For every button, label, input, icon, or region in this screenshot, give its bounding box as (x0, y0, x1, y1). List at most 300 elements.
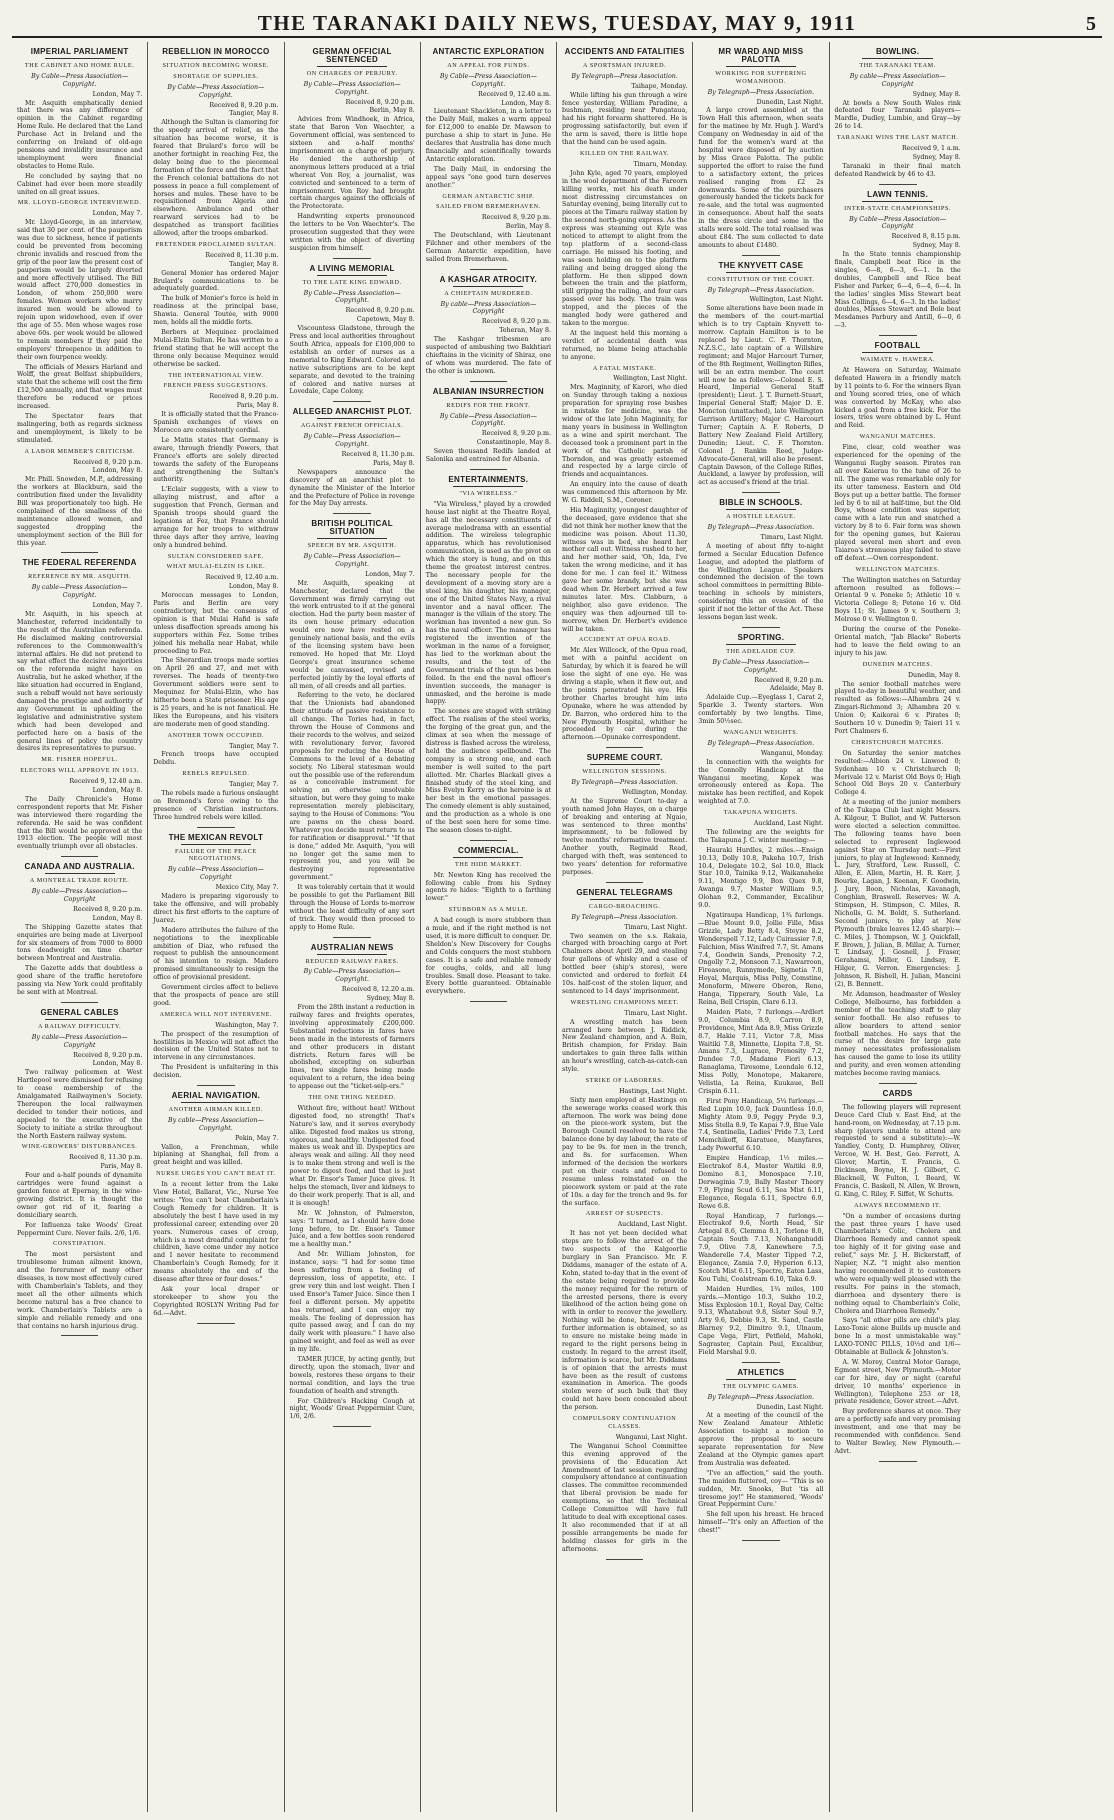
article-headline: A KASHGAR ATROCITY. (439, 274, 538, 284)
subheading: AGAINST FRENCH OFFICIALS. (300, 422, 404, 430)
received-line: Received 8, 9.20 p.m. (209, 101, 279, 109)
dateline: Sydney, May 8. (366, 995, 415, 1003)
article-paragraph: General Monier has ordered Major Brulard's communications to be adequately guarded. (153, 269, 279, 293)
article (290, 48, 415, 259)
column-7 (830, 42, 966, 1812)
article-paragraph: The most persistent and troublesome human ailment known, and the forerunner of many other diseases, is now most effectively cured with Chamberlain's Tablets, and they meet all the other ailments which become natural has a free chance to work. Chamberlain's Tablets are a simple and reliable remedy and one that contains no harsh injurious drug. (17, 1251, 143, 1330)
headline-rule (317, 954, 387, 955)
press-credit: By Cable—Press Association—Copyright. (31, 72, 129, 88)
article-paragraph: It is officially stated that the Franco-Spanish exchanges of views on Morocco are consistently cordial. (153, 411, 279, 434)
dateline: Timaru, Monday. (633, 160, 688, 168)
subheading: SULTAN CONSIDERED SAFE. (167, 552, 264, 560)
headline-rule (453, 398, 523, 399)
subheading: CHRISTCHURCH MATCHES. (851, 738, 944, 746)
column-4 (421, 42, 557, 1812)
article-paragraph: The Daily Mail, in endorsing the appeal says "one good turn deserves another." (425, 165, 551, 189)
subheading: ANOTHER TOWN OCCUPIED. (167, 731, 265, 739)
article-paragraph: The prospect of the resumption of hostilities in Mexico will not affect the decision of the United States not to intervene in any circumstances. (153, 1030, 279, 1062)
headline-rule (862, 1100, 933, 1101)
article-paragraph: The following are the weights for the Takapuna J. C. winter meeting:— (698, 828, 824, 844)
article-end-rule (333, 937, 371, 938)
article-paragraph: Madero attributes the failure of the negotiations to the inexplicable ambition of Diaz, who refused the request to publish the announcement of his intention to resign. Madero promised simultaneously to resign the office of provisional president. (153, 926, 279, 982)
subheading: FAILURE OF THE PEACE NEGOTIATIONS. (175, 847, 257, 863)
subheading: NURSE URGES YOU CAN'T BEAT IT. (156, 1170, 276, 1178)
article-paragraph: Lieutenant Shackleton, in a letter to the Daily Mail, makes a warm appeal for £12,000 to enable Dr. Mawson to purchase a ship to start in June. He declares that Australia has done much financially and scientifically towards Antarctic exploration. (425, 108, 551, 163)
dateline: London, May 8. (92, 914, 143, 922)
press-credit: By Cable—Press Association—Copyright. (712, 658, 810, 674)
article-paragraph: Four and a-half pounds of dynamite cartridges were found against a garden fence at Epernay, in the wine-growing district. It is thought the owner got rid of it, fearing a domiciliary search. (17, 1172, 143, 1219)
article-paragraph: A bad cough is more stubborn than a mule, and if the right method is not used, it is more difficult to conquer. Dr. Sheldon's New Discovery for Coughs and Colds conquers the most stubborn cases. It is a safe and reliable remedy for coughs, colds, and all lung troubles. Small dose. Pleasant to take. Every bottle guaranteed. Obtainable everywhere. (425, 917, 551, 996)
subheading: TAKAPUNA WEIGHTS. (723, 809, 798, 817)
headline-rule (317, 418, 387, 419)
article (17, 559, 142, 857)
article-paragraph: Sixty men employed at Hastings on the sewerage works ceased work this afternoon. The work was being done on the piece-work system, but the Borough Council resolved to have the balance done by day labour, the rate of pay to be 9s. for men in the trench, and 8s. for surfacemen. When informed of the decision the workers put on their coats and refused to resume unless reinstated on the piecework system or paid at the rate of 10s. a day for the trench and 9s. for the surface. (562, 1096, 688, 1207)
headline-rule (317, 275, 387, 276)
article-paragraph: Mr. Phill. Snowden, M.P., addressing the workers at Blackburn, said the contribution fixed under the Invalidity Bill was proportionately too high. He complained of the smallness of the maintenance allowed women, and suggested dropping the unemployment section of the Bill for this year. (17, 476, 143, 547)
article-paragraph: A meeting of about fifty to-night formed a Secular Education Defence League, and adopted the platform of the Wellington League. Speakers condemned the decision of the town school committees in permitting Bible-teaching in schools by ministers, considering this an evasion of the spirit if not the letter of the Act. These lessons began last week. (698, 542, 824, 621)
article-paragraph: It was tolerably certain that it would be possible to get the Parliament Bill through the House of Lords to-morrow without the least difficulty of any sort of trick. They would then proceed to apply to Home Rule. (289, 884, 415, 931)
article-end-rule (879, 335, 917, 336)
subheading: THE TARANAKI TEAM. (859, 61, 936, 69)
subheading: THE ONE THING NEEDED. (308, 1094, 396, 1102)
article-paragraph: TAMER JUICE, by acting gently, but directly, upon the stomach, liver and bowels, restores these organs to their normal condition, and lays the true foundation of health and strength. (289, 1356, 415, 1395)
subheading: STRIKE OF LABORERS. (585, 1076, 664, 1084)
article (698, 1369, 823, 1541)
article-headline: CANADA AND AUSTRALIA. (24, 862, 135, 872)
article-paragraph: At Hawera on Saturday, Waimate defeated Hawera in a friendly match by 11 points to 6. For the winners Ryan and Young scored tries, one of which was converted by McKay, who also kicked a goal from a free kick. For the losers, tries were obtained by L. Hunt and Reid. (834, 367, 961, 430)
article-paragraph: L'Eclair suggests, with a view to allaying mistrust, and after a suggestion that French, German and Spanish troops should guard the legations at Fez, that France should arrange for her troops to withdraw three days after they arrive, leaving only a hundred behind. (153, 486, 279, 549)
page-number: 5 (1085, 13, 1096, 35)
article (426, 276, 551, 382)
dateline: Sydney, May 8. (912, 90, 961, 98)
article-paragraph: Mr. Lloyd-George, in an interview, said that 30 per cent. of the pauperism was due to sickness, hence if patients could be prevented from becoming chronic invalids and rescued from the grip of the poor law the present cost of pauperism would be largely diverted and more effectively utilised. The Bill would affect 270,000 domestics in London, of whom 250,000 were females. Women workers who marry insured men would be allowed to rejoin upon widowhood, even if over the age of 55. Men whose wages rose above 60s. per week would be allowed to remain members if they paid the employers' threepence in addition to their own fourpence weekly. (17, 219, 143, 361)
subheading: A SPORTSMAN INJURED. (582, 61, 667, 69)
masthead (12, 6, 1102, 38)
subheading: ALWAYS RECOMMEND IT. (854, 1201, 942, 1209)
received-line: Received 8, 11.30 p.m. (341, 450, 415, 458)
article-end-rule (333, 258, 371, 259)
column-6 (693, 42, 829, 1812)
received-line: Received 8, 9.20 p.m. (481, 318, 551, 326)
article-paragraph: Hauraki Hurdles, 2 miles.—Ensign 10.13, Dolly 10.8, Pakeha 10.7, Irish 10.4, Delegate 10.2, Sol 10.0, Black Star 10.0, Tainika 9.12, Waikanaheke 9.11, Montigo 9.9, Bon Quex 9.8, Awanga 9.7, Master William 9.5, Olohan 9.2, Commander, Excalibur 9.0. (698, 846, 824, 910)
subheading: REFERENCE BY MR. ASQUITH. (28, 573, 132, 581)
article-paragraph: Government circles affect to believe that the prospects of peace are still good. (153, 984, 279, 1007)
dateline: Auckland, Last Night. (753, 820, 824, 828)
headline-rule (45, 569, 115, 570)
dateline: Paris, May 8. (100, 1163, 143, 1171)
article-paragraph: The senior football matches were played to-day in beautiful weather, and resulted as follows:—Alhambra 24 v. Zingari-Richmond 3; Alhambra 20 v. Union 0; Kaikorai 6 v. Pirates 0; Southern 10 v. Dunedin 9; Taieri 11 v. Port Chalmers 6. (834, 680, 961, 735)
article-paragraph: Seven thousand Redifs landed at Salonika and entrained for Albania. (425, 448, 551, 464)
article-paragraph: Viscountess Gladstone, through the Press and local authorities throughout South Africa, appeals for £100,000 to establish an order of nurses as a memorial to King Edward. Colored and native subscriptions are to be kept separate, and devoted to the training of colored and native nurses at Lovedale, Cape Colony. (289, 325, 415, 396)
headline-rule (317, 538, 387, 539)
subheading: TO THE LATE KING EDWARD. (302, 278, 402, 286)
article-paragraph: Handwriting experts pronounced the letters to be Von Waechter's. The prosecution suggested that they were written with the object of diverting suspicion from himself. (289, 213, 415, 252)
subheading: ANOTHER AIRMAN KILLED. (168, 1105, 264, 1113)
subheading: THE HIDE MARKET. (455, 860, 522, 868)
article-paragraph: For Influenza take Woods' Great Peppermint Cure. Never fails. 2/6, 1/6. (17, 1221, 143, 1237)
article-headline: BOWLING. (875, 47, 920, 56)
article-paragraph: Mr. W. Johnston, of Palmerston, says: "I turned, as I should have done long before, to Dr. Ensor's Tamer Juice, and a few bottles soon rendered me a healthy man." (289, 1209, 415, 1249)
article (426, 388, 551, 470)
article-end-rule (606, 1559, 644, 1560)
article-paragraph: The rebels made a furious onslaught on Bremond's force owing to the presence of Christian instructors. Three hundred rebels were killed. (153, 790, 279, 821)
article-headline: A LIVING MEMORIAL (309, 263, 395, 273)
subheading: ELECTORS WILL APPROVE IN 1913. (20, 767, 140, 775)
subheading: A MONTREAL TRADE ROUTE. (29, 877, 130, 885)
headline-rule (453, 58, 523, 59)
press-credit: By Cable—Press Association—Copyright. (439, 72, 537, 88)
received-line: Received 8, 9.20 p.m. (73, 1051, 143, 1059)
dateline: Dunedin, May 8. (907, 671, 961, 679)
subheading: A FATAL MISTAKE. (592, 364, 657, 372)
subheading: A LABOR MEMBER'S CRITICISM. (24, 447, 135, 455)
dateline: Taihape, Monday. (631, 82, 688, 90)
article (426, 847, 551, 1002)
headline-rule (453, 286, 523, 287)
article-paragraph: It has not yet been decided what steps are to follow the arrest of the two suspects of the Kalgoorlie burglary in San Francisco. Mr. F. Diddams, manager of the estate of A. Kohn, stated to-day that in the event of the estate being required to provide the money required for the return of the arrested persons, there is every likelihood of the action being gone on with in order to recover the jewellery. Nothing will be done, however, until further information is obtained, so as to ensure no mistake being made in regard to the right persons being in custody. In regard to the arrest itself, information is scarce, but Mr. Diddams is of opinion that the arrests must have been as the result of customs examination in America. The goods stolen were of such bulk that they could not have been concealed about the person. (562, 1230, 688, 1412)
article-paragraph: Empire Handicap, 1½ miles.—Electrakof 8.4, Master Waitiki 8.9, Domino 8.1, Monospace 7.10, Derwaginia 7.9, Bally Master Theory 7.9, Flying Scud 6.11, Sea Mist 6.11, Elegance, Regala 6.11, Spectre 6.9, Rowe 6.8. (698, 1155, 824, 1210)
dateline: Adelaide, May 8. (769, 685, 824, 693)
article-paragraph: Advices from Windhoek, in Africa, state that Baron Von Waechter, a Government official, was sentenced to sixteen and a-half months' imprisonment on a charge of perjury. He denied the authorship of anonymous letters produced at a trial whereat Von Roy, a journalist, was convicted and sentenced to a term of imprisonment. Von Roy had brought certain charges against the officials of the Protectorate. (289, 116, 415, 211)
article (426, 48, 551, 270)
dateline: Sydney, May 8. (912, 242, 961, 250)
received-line: Received 9, 12.40 a.m. (478, 90, 551, 98)
article-paragraph: The Wanganui School Committee this evening approved of the provisions of the Education Act Amendment of last session regarding compulsory attendance at continuation classes. The committee recommended that liberal provision be made for exemptions, so that the Technical College Committee will have full latitude to deal with exceptional cases. It also recommended that if at all possible arrangements be made for holding classes for girls in the afternoons. (562, 1442, 688, 1553)
article-paragraph: The Deutschland, with Lieutenant Filchner and other members of the German Antarctic expedition, have sailed from Bremerhaven. (425, 232, 551, 263)
article-paragraph: "Via Wireless," played by a crowded house last night at the Theatre Royal, has all the necessary constituents of average melodrama with an essential addition. The wireless telegraphic apparatus, which has revolutionised communication, is used as the pivot on which the story is hung, and on this theme the greatest interest centres. The necessary people for the development of a moving story are a steel king, his daughter, his manager, one of the United States Navy, a rival inventor and a naval officer. The manager is the villain of the story. The workman has invented a new gun. So has the naval officer. The manager has registered the invention of the workman in the name of a foreigner, has lied to the workman about the results, and the test of the Government trials of the gun has been foiled. In the end the naval officer's invention succeeds, the manager is unmasked, and the heroine is made happy. (425, 500, 551, 706)
article-paragraph: Without fire, without heat! Without digested food, no strength! That's Nature's law, and it serves everybody alike. Digested food makes us strong, vigorous, and healthy. Undigested food makes us weak and ill. Dyspeptics are always weak and ailing. All they need is to make them strong and well is the power to digest food, and that is just what Dr. Ensor's Tamer Juice gives. It helps the stomach, liver and kidneys to do their work properly. That is all, and it is enough! (289, 1104, 415, 1207)
article-end-rule (61, 856, 99, 857)
dateline: Teheran, May 8. (499, 327, 551, 335)
subheading: SITUATION BECOMING WORSE. (162, 61, 270, 69)
article-end-rule (742, 1540, 780, 1541)
subheading: ACCIDENT AT OPUA ROAD. (578, 636, 671, 644)
subheading: INTER-STATE CHAMPIONSHIPS. (844, 204, 952, 212)
received-line: Received 8, 9.20 p.m. (73, 458, 143, 466)
article-paragraph: For Children's Hacking Cough at night, Woods' Great Peppermint Cure, 1/6, 2/6. (289, 1397, 415, 1421)
subheading: PRETENDER PROCLAIMED SULTAN. (155, 240, 277, 248)
dateline: Sydney, May 8. (912, 153, 961, 161)
article-end-rule (606, 882, 644, 883)
article-headline: ENTERTAINMENTS. (448, 474, 529, 484)
dateline: Wanganui, Last Night. (615, 1433, 688, 1441)
dateline: London, May 8. (92, 467, 143, 475)
dateline: Tangier, May 7. (229, 742, 279, 750)
subheading: WELLINGTON MATCHES. (855, 565, 940, 573)
article-end-rule (61, 1335, 99, 1336)
columns-container (12, 42, 1102, 1812)
subheading: MR. LLOYD-GEORGE INTERVIEWED. (17, 199, 142, 207)
article-paragraph: Le Matin states that Germany is aware, through friendly Powers, that France's efforts are solely directed towards the safety of the Europeans and strengthening the Sultan's authority. (153, 436, 279, 484)
article-paragraph: At the Supreme Court to-day a youth named John Hayes, on a charge of breaking and entering at Ngaio, was sentenced to three months' imprisonment, to be followed by twelve months' reformative treatment. Another youth, Reginald Read, charged with theft, was sentenced to two years' detention for reformative purposes. (562, 797, 688, 876)
article-paragraph: Says "all other pills are child's play. Laxo-Tonic alone Builds up muscle and bone In a most unmistakable way." LAXO-TONIC PILLS, 10½d and 1/6—Obtainable at Bullock & Johnston's. (834, 1317, 961, 1357)
press-credit: By cable—Press Association—Copyright (31, 888, 128, 903)
press-credit: By cable—Press Association—Copyright (167, 866, 264, 882)
dateline: London, May 7. (92, 602, 143, 610)
subheading: WELLINGTON SESSIONS. (582, 768, 667, 776)
article-paragraph: The following players will represent Deuce Card Club v. East End, at the hand-room, on Wednesday, at 7.15 p.m. sharp (players unable to attend are requested to send a substitute):—W. Yandley, Conty, D. Humphrey, Oliver, Vercoe, W. H. Best, Geo. Ferrett, A. Glover, Martin, T. Francis, G. Dickinson, Boyne, H. J. Gilbert, C. Blacknell, W. Fulton, I. Beard, W. Francis, C. Baskell, N. Allen, W. Brown, G. King, C. Riley, F. Siffet, W. Schutts. (834, 1103, 961, 1198)
article-headline: ALBANIAN INSURRECTION (432, 386, 544, 396)
article-paragraph: The bulk of Monier's force is held in readiness at the principal base, Shawia. General Toutée, with 9000 men, holds all the middle forts. (153, 295, 279, 327)
press-credit: By Cable—Press Association—Copyright. (303, 968, 401, 984)
headline-rule (181, 844, 251, 845)
subheading: COMPULSORY CONTINUATION CLASSES. (572, 1415, 677, 1430)
column-3 (285, 42, 421, 1812)
article-paragraph: Taranaki in their final match defeated Randwick by 46 to 43. (834, 162, 961, 178)
dateline: London, May 7. (92, 210, 143, 218)
received-line: Received 8, 9.20 p.m. (481, 214, 551, 222)
received-line: Received 9, 1 a.m. (901, 145, 961, 153)
dateline: Constantinople, May 8. (476, 439, 551, 447)
article-paragraph: French troops have occupied Debdu. (153, 751, 279, 767)
article-paragraph: "I've an affection," said the youth. The maiden fluttered, coy— "This is so sudden, Mr. Snooks, But 'tis all tiresome joy!" He stammered, 'Woods' Great Peppermint Cure.' (698, 1469, 824, 1509)
headline-rule (726, 509, 796, 510)
article (290, 408, 415, 514)
article-paragraph: The Wellington matches on Saturday afternoon resulted as follows:—Oriental 9 v. Poneke 5; Athletic 10 v. Victoria College 8; Petone 16 v. Old Boys 11; St. James 9 v. Southern 3; Melrose 0 v. Wellington 0. (834, 576, 961, 624)
dateline: Hastings, Last Night. (619, 1087, 688, 1095)
article-paragraph: Two seamen on the s.s. Rakaia, charged with broaching cargo at Port Chalmers about April 29, and stealing four gallons of whisky and a case of bottled beer (ship's stores), were convicted and ordered to forfeit £4 10s. half-cost of the stolen liquor, and sentenced to 14 days' imprisonment. (562, 932, 688, 995)
subheading: WAIMATE v. HAWERA. (860, 356, 936, 364)
article-paragraph: While lifting his gun through a wire fence yesterday, William Paradine, a bushman, residing near Pungataua, had his right forearm shattered. He is progressing satisfactorily, but even if the arm is saved, there is little hope that the hand can be used again. (562, 91, 688, 147)
article-paragraph: A wrestling match has been arranged here between J. Riddick, New Zealand champion, and A. Bain, British champion, for Friday. Bain undertakes to gain three falls within an hour's wrestling, catch-as-catch-can style. (562, 1018, 688, 1074)
article (835, 48, 961, 185)
article-paragraph: Hia Maginnity, youngest daughter of the deceased, gave evidence that she did not think her mother knew that the medicine was poison. About 11.30, witness was in bed, she heard her mother call out. Witness rushed to her, and her mother said, 'Oh, Ida, I've taken the wrong medicine, and it has done for me. I can feel it.' Witness gave her some brandy, but she was dead when Dr. Herbert arrived a few minutes later. Mrs. Clabburn, a neighbor, also gave evidence. The enquiry was then adjourned till to-morrow, when Dr. Herbert's evidence will be taken. (562, 506, 688, 633)
article-paragraph: At a meeting of the council of the New Zealand Amateur Athletic Association to-night a motion to approve the proposal to secure separate representation for New Zealand at the Olympic games apart from Australia was defeated. (698, 1412, 824, 1467)
headline-rule (45, 1019, 115, 1020)
dateline: Timaru, Last Night. (760, 533, 824, 541)
article-paragraph: The Kashgar tribesmen are suspected of ambushing two Bakhtiari chieftains in the vicinity of Shiraz, one of whom was murdered. The fate of the other is unknown. (425, 336, 551, 375)
article-paragraph: Buy preference shares at once. They are a perfectly safe and very promising investment, and one that may be recommended with confidence. Send to Walter Bewley, New Plymouth.—Advt. (834, 1408, 961, 1455)
article-end-rule (879, 1461, 917, 1462)
article-paragraph: Mr. Adamson, headmaster of Wesley College, Melbourne, has forbidden a member of the teaching staff to play senior football. He also refuses to allow boarders to attend senior football matches. He says that the curse of the desire for large gate money necessitates professionalism has caused the game to lose its utility and purity, and even women attending matches become raving maniacs. (834, 990, 961, 1078)
article-end-rule (333, 1426, 371, 1427)
subheading: CONSTITUTION OF THE COURT. (707, 275, 815, 283)
press-credit: By Telegraph—Press Association. (707, 286, 815, 294)
article-paragraph: Adelaide Cup.—Eyeglass 1, Carat 2, Sparkle 3. Twenty starters. Won comfortably by two lengths. Time, 3min 50½sec. (698, 694, 824, 726)
subheading: TARANAKI WINS THE LAST MATCH. (836, 134, 959, 142)
subheading: AN APPEAL FOR FUNDS. (447, 61, 530, 69)
received-line: Received 8, 8.15 p.m. (891, 233, 961, 241)
dateline: Washington, May 7. (215, 1021, 279, 1029)
received-line: Received 9, 12.40 a.m. (205, 574, 279, 582)
headline-rule (453, 486, 523, 487)
masthead-title: THE TARANAKI DAILY NEWS, TUESDAY, MAY 9, 1911 (257, 11, 857, 35)
press-credit: By Telegraph—Press Association. (571, 779, 678, 787)
article-paragraph: During the course of the Poneke-Oriental match, "Jab Blacke" Roberts had to leave the field owing to an injury to his jaw. (834, 626, 961, 657)
article-paragraph: Maiden Plate, 7 furlongs.—Ardlert 9.0, Columbia 8.9, Carron 8.9, Providence, Mint Ada 8.9, Miss Grizzle 8.7, Hakie 7.11, Victor 7.8, Miss Waitiki 7.8, Minnette, Llopita 7.8, St. Amans 7.3, Lugrace, Prenosity 7.2, Dundee 7.0, Madame Fiori 6.13, Ranaglama, Tiresome, Leondale 6.12, Miss Polly, Monotope, Makarere, Velistia, La Reina, Kuukaue, Bell Crispin 6.11. (698, 1008, 824, 1095)
article-headline: ANTARCTIC EXPLORATION (432, 47, 545, 56)
subheading: STUBBORN AS A MULE. (448, 906, 529, 914)
dateline: Mexico City, May 7. (215, 884, 279, 892)
article-paragraph: Referring to the veto, he declared that the Unionists had abandoned their attitude of passive resistance to all change. The Tories had, in fact, thrown the House of Commons and their records to the wolves, and seized with revolutionary fervor, favored proposals for reducing the House of Commons to the level of a debating society. No Liberal statesman would out the possible use of the referendum as a conceivable instrument for solving an otherwise unsolvable situation, but were they going to make representation merely plebiscitary, saying to the House of Commons: "You are pawns on the chess board. Whatever you decide must return to us for ratification or disapproval." "If that is done," added Mr. Asquith, "you will no longer get the same men to represent you, and you will be destroying representative government." (289, 692, 415, 882)
article-paragraph: Mrs. Maginnity, of Karori, who died on Sunday through taking a noxious preparation for spraying rose bushes in mistake for medicine, was the widow of the late John Maginnity, for many years in business in Wellington as a wine and spirit merchant. The deceased took a prominent part in the work of the Catholic parish of Thorndon, and was greatly esteemed and respected by a large circle of friends and acquaintances. (562, 384, 688, 479)
article-end-rule (742, 1362, 780, 1363)
article (562, 48, 687, 748)
article-paragraph: Some alterations have been made in the members of the court-martial which is to try Captain Knyvett to-morrow. Captain Hamilton is to be replaced by Lieut. C. F. Thornton, N.Z.S.C., late captain of a Willshire regiment; and Major Harcourt Turner, of the 8th Regiment, Wellington Rifles, will be an extra member. The court will now be as follows:—Colonel E. S. Heard, Imperial General Staff (president); Lieut. J. T. Burnett-Stuart, Imperial General Staff; Major D. E. Moncton (unattached), late Wellington Garrison Artillery; Major C. Harcourt Turner; Captain A. F. Roberts, D Battery New Zealand Field Artillery, Dunedin; Lieut. C. F. Thornton. Colonel J. Rankin Reed, Judge-Advocate-General, will also be present. Captain Dawson, of the College Rifles, Auckland, a lawyer by profession, will act as accused's friend at the trial. (698, 305, 824, 487)
dateline: Capetown, May 8. (356, 316, 415, 324)
article-paragraph: In the State tennis championship finals, Campbell beat Rice in the singles, 6—8, 6—3, 6—1. In the doubles, Campbell and Rice beat Fisher and Parker, 6—4, 6—4, 6—4. In the ladies' singles Miss Stewart beat Miss Collings, 6—4, 6—3. In the ladies' doubles, Misses Stewart and Bole beat Mesdames Parbury and Antill, 6—0, 6—3. (834, 251, 961, 330)
article-headline: REBELLION IN MOROCCO (162, 47, 270, 56)
article (17, 1009, 142, 1337)
article-paragraph: Although the Sultan is clamoring for the speedy arrival of relief, as the situation has become worse, it is feared that Brulard's force will be another fortnight in reaching Fez, the delay being due to the piecemeal formation of the force and the fact that the French colonial battalions do not possess in peace a full complement of horses and mules. These have to be requisitioned from Algeria and elsewhere. Ambulance and other rearward services had to be despatched as transport facilities allowed, after the troops embarked. (153, 119, 279, 238)
article-end-rule (470, 1001, 508, 1002)
dateline: Timaru, Last Night. (624, 923, 688, 931)
article-paragraph: The Daily Chronicle's Home correspondent reports that Mr. Fisher was interviewed there regarding the referenda. He said he was confident that the Bill would be approved at the 1913 election. The people will most eventually triumph over all obstacles. (17, 795, 143, 851)
article-end-rule (333, 401, 371, 402)
article-paragraph: A large crowd assembled at the Town Hall this afternoon, when seats for the matinee by Mr. Hugh J. Ward's Company on Wednesday in aid of the fund for the women's ward at the hospital were disposed of by auction by Miss Grace Palotta. The public supported the effort to raise the fund to a satisfactory extent, the prices realised ranging from £2 2s downwards. Some of the purchasers generously handed the tickets back for re-sale, and the total was augmented in consequence. About half the seats in the dress circle and some in the stalls were sold. The total realised was about £84. The sum collected to date amounts to about £1480. (698, 107, 824, 249)
article-paragraph: A. W. Morey, Central Motor Garage, Egmont street, New Plymouth.—Motor car for hire, day or night (careful driver, 10 months' experience in Wellington), Telephone 253 or 18, private residence, Gover street.—Advt. (834, 1358, 961, 1406)
article-paragraph: Ngatiraupa Handicap, 1¾ furlongs.—Blue Mount 9.0, Jollie Fille, Miss Grizzle, Lady Betty 8.4, Steyne 8.2, Wonderspell 7.12, Lady Cuirassier 7.8, Falchion, Miss Winifred 7.7, St. Amans 7.4, Goodwin Sands, Prenosity 7.2, Ongolly 7.2, Monsoon 7.1, Nawarroon, Fireasone, Runnymede, Signetia 7.0, Hoyal, Marquis, Miss Polly, Comstine, Monoform, Miwere Oberon, Reno, Hanga, Tipperary, South Vale, La Reina, Bell Crispin, Clare 6.13. (698, 912, 824, 1006)
press-credit: By Cable—Press Association—Copyright. (303, 80, 401, 96)
article-end-rule (333, 513, 371, 514)
received-line: Received 8, 11.30 p.m. (69, 1154, 143, 1162)
dateline: London, May 8. (92, 1060, 143, 1068)
article-paragraph: Mr. Newton King has received the following cable from his Sydney agents re hides: "Eighth to a farthing lower." (425, 871, 551, 903)
dateline: London, May 8. (228, 583, 279, 591)
subheading: WINE-GROWERS' DISTURBANCES. (21, 1143, 138, 1151)
subheading: WHAT MULAI-ELZIN IS LIKE. (166, 563, 266, 571)
press-credit: By Cable—Press Association—Copyright. (303, 289, 401, 305)
received-line: Received 8, 11.30 p.m. (205, 251, 279, 259)
press-credit: By cable—Press Association—Copyright (31, 1033, 128, 1049)
article-headline: MR WARD AND MISS PALOTTA (718, 47, 804, 64)
dateline: Tangier, May 7. (229, 781, 279, 789)
subheading: THE INTERNATIONAL VIEW. (168, 371, 264, 379)
dateline: Tangier, May 8. (229, 110, 279, 118)
dateline: Timaru, Last Night. (624, 1009, 688, 1017)
article-end-rule (879, 184, 917, 185)
dateline: Paris, May 8. (236, 402, 279, 410)
dateline: Paris, May 8. (373, 459, 415, 467)
subheading: WANGANUI WEIGHTS. (723, 728, 799, 736)
subheading: SHORTAGE OF SUPPLIES. (173, 72, 259, 80)
article-end-rule (61, 552, 99, 553)
article-headline: BIBLE IN SCHOOLS. (719, 498, 803, 508)
press-credit: By Cable—Press Association—Copyright. (303, 433, 401, 449)
article-paragraph: Madero is preparing vigorously to take the offensive, and will probably direct his first efforts to the capture of Juarez. (153, 893, 279, 924)
article (835, 1090, 961, 1462)
subheading: THE OLYMPIC GAMES. (722, 1382, 800, 1390)
headline-rule (726, 66, 796, 67)
dateline: Wellington, Last Night. (613, 375, 688, 383)
subheading: MR. FISHER HOPEFUL. (41, 756, 118, 764)
dateline: London, May 7. (365, 570, 415, 578)
article-end-rule (197, 1085, 235, 1086)
press-credit: By Telegraph—Press Association. (571, 72, 678, 80)
subheading: WRESTLING CHAMPIONS MEET. (570, 998, 679, 1006)
article (562, 889, 687, 1560)
article-headline: THE MEXICAN REVOLT (168, 832, 264, 842)
headline-rule (45, 873, 115, 874)
article (17, 863, 142, 1003)
press-credit: By cable—Press Association—Copyright. (167, 1116, 264, 1132)
dateline: London, May 8. (92, 787, 143, 795)
subheading: A RAILWAY DIFFICULTY. (37, 1022, 122, 1030)
article-paragraph: The Spectator fears that malingering, both as regards sickness and unemployment, is likely to be stimulated. (17, 412, 143, 444)
article-paragraph: Mr. Alex Willcock, of the Opua road, met with a painful accident on Saturday, by which it is feared he will lose the sight of one eye. He was driving a staple, when it flew out, and the points penetrated his eye. His brother Charles brought him into Opunake, where he was attended by Dr. Barron, who ordered him to the New Plymouth Hospital, whither he proceeded by car during the afternoon.—Opunake correspondent. (562, 647, 688, 742)
article-headline: THE KNYVETT CASE (718, 260, 804, 270)
article-headline: LAWN TENNIS. (867, 189, 929, 199)
press-credit: By cable—Press Association—Copyright (440, 300, 537, 316)
article (290, 520, 415, 937)
article-paragraph: Moroccan messages to London, Paris and Berlin are very contradictory, but the consensus of opinion is that Mulai Hafid is safe unless disaffection spreads among his supporters within Fez. Some tribes joined his mehalla near Habat, while proceeding to Fez. (153, 592, 279, 655)
received-line: Received 8, 9.20 p.m. (345, 98, 415, 106)
article-end-rule (606, 747, 644, 748)
subheading: FRENCH PRESS SUGGESTIONS. (163, 382, 269, 390)
article-paragraph: On Saturday the senior matches resulted:—Albion 24 v. Linwood 0; Sydenham 10 v. Christchurch 0; Merivale 12 v. Marist Old Boys 0; High School Old Boys 20 v. Canterbury College 4. (834, 749, 961, 797)
article-headline: IMPERIAL PARLIAMENT (30, 47, 129, 56)
article-paragraph: First Pony Handicap, 5¼ furlongs.—Red Lupin 10.0, Jack Dauntless 10.0, Mighty Atom 9.9, Peggy Pryde 9.3, Miss Stella 8.9, Te Kapai 7.9, Blue Vale 7.4, Sentinella, Ladies' Pride 7.3, Lord Memchikoff, Kiaratuee, Manyfares, Lady Powerful 6.10. (698, 1097, 824, 1153)
press-credit: By Cable—Press Association—Copyright (849, 215, 947, 231)
article-headline: GERMAN OFFICIAL SENTENCED (312, 47, 392, 64)
article-paragraph: Maiden Hurdles, 1¾ miles, 100 yards.—Montigo 10.3, Sukho 10.2, Miss Explosion 10.1, Royal Day, Celtic 9.13, Whatabout 9.8, Sister Soul 9.7, Arty 9.6, Debbie 9.3, St. Sand, Castle Blarney 9.2, Dimitro 9.1, Ulnaum, Cape Vega, Flirt, Petfield, Mahoki, Sagraster, Captain Paul, Excalibur, Field Marshal 9.0. (698, 1285, 824, 1356)
article-paragraph: In connection with the weights for the Connolly Handicap at the Wanganui meeting, Kopek was erroneously entered as Kopa. The mistake has been rectified, and Kopek weighted at 7.0. (698, 758, 824, 806)
article-paragraph: At the inquest held this morning a verdict of accidental death was returned, no blame being attachable to anyone. (562, 329, 688, 361)
article-paragraph: At a meeting of the junior members of the Tukapa Club last night Messrs. A. Kilgour, T. Bullot, and W. Patterson were elected a selection committee. The following teams have been selected to represent Inglewood against Star on Thursday next:—First juniors, to play at Inglewood: Kennedy, L. Jury, Stratford, Lew. Russell, C. Allen, E. Allen, Martin, H. R. Kerr, J. Bourke, Lagan, J. Keenan, F. Goodwin, J. Jury, Boon, Nicholas, Kavanagh, Conghlan, Braswell. Reserves: W. A. Stimpson, H. Stimpson, C. Miles, R. Nicholls, G. M. Boldt, S. Sutherland. Second juniors, to play at New Plymouth (brake leaves 12.45 sharp):—C. Miles, J. Thompson, W. J. Quickfall, F. Brown, J. Julian, B. Millar, A. Turner, T. Lindsay, J. Gosnell, J. Fraser, Gerahamsi, Miller, G. Lindsay, E. Hilger, G. Verron. Emergencies: J. Johnson, R. Bishell, H. Julian, Mancini (2), B. Bennett. (834, 799, 961, 989)
article-paragraph: "On a number of occasions during the past three years I have used Chamberlain's Colic, Cholera and Diarrhoea Remedy and cannot speak too highly of it for giving ease and relief," says Mr. J. H. Bickerstaff, of Napier, N.Z. "I might also mention having recommended it to customers who were equally well pleased with the results. For pains in the stomach, diarrhoea and dysentery there is nothing equal to Chamberlain's Colic, Cholera and Diarrhoea Remedy." (834, 1212, 961, 1315)
subheading: A HOSTILE LEAGUE. (726, 513, 796, 521)
article-end-rule (742, 255, 780, 256)
column-2 (148, 42, 284, 1812)
dateline: Dunedin, Last Night. (756, 1403, 824, 1411)
headline-rule (726, 644, 796, 645)
headline-rule (590, 899, 660, 900)
article-paragraph: Fine, clear, cold weather was experienced for the opening of the Wanganui Rugby season. Pirates ran all over Kaierau to the tune of 26 to nil. The game was remarkable only for its utter tameness. Eastern and Old Boys put up a better battle. The former led by 6 to nil at half-time, but the Old Boys, whose condition was superior, came with a late run and snatched a victory by 8 to 6. Fair form was shown for the opening games, but Kaierau played several men short and even Taiaroa's strenuous play failed to stave off defeat.—Own correspondent. (834, 444, 961, 562)
subheading: THE ADELAIDE CUP. (726, 647, 796, 655)
article-headline: COMMERCIAL. (458, 845, 519, 855)
press-credit: By Telegraph—Press Association. (707, 88, 815, 96)
article-headline: GENERAL CABLES (40, 1007, 119, 1017)
article-paragraph: Vallon, a Frenchman, while biplaning at Shanghai, fell from a great height and was killed. (153, 1143, 279, 1167)
headline-rule (590, 58, 660, 59)
article-headline: CARDS (882, 1088, 913, 1098)
column-5 (557, 42, 693, 1812)
article-headline: BRITISH POLITICAL SITUATION (311, 519, 393, 537)
press-credit: By Telegraph—Press Association. (707, 524, 815, 532)
article-paragraph: She fell upon his breast. He braced himself—"It's only an Affection of the chest!" (698, 1511, 824, 1535)
article-paragraph: John Kyle, aged 70 years, employed in the wool department of the Fareorn killing works, met his death under most distressing circumstances on Saturday evening, being literally cut to pieces at the Timaru railway station by the second north-going express. As the express was steaming out Kyle was noticed to attempt to alight from the top platform of a second-class carriage. He missed his footing, and was seen holding on to the platform railing and being dragged along the platform. He then slipped down between the train and the platform, still gripping the railing, and four cars passed over his body. The train was stopped, and the pieces of the mangled body were gathered and taken to the morgue. (562, 169, 688, 327)
article-paragraph: And Mr. William Johnston, for instance, says: "I had for some time been suffering from a feeling of depression, loss of appetite, etc. I grew very thin and lost weight. Then I used Ensor's Tamer Juice. Since then I feel a different person. My appetite has returned, and I can enjoy my meals. The feeling of depression has quite passed away, and I can do my daily work with pleasure." I have also gained weight, and feel as well as ever in my life. (289, 1251, 415, 1354)
subheading: DUNEDIN MATCHES. (862, 660, 933, 668)
article (153, 48, 278, 828)
article-headline: AUSTRALIAN NEWS (310, 942, 394, 952)
subheading: REDUCED RAILWAY FARES. (305, 957, 399, 965)
article (290, 944, 415, 1428)
article (17, 48, 142, 553)
subheading: ARREST OF SUSPECTS. (585, 1210, 664, 1218)
received-line: Received 8, 9.20 p.m. (209, 393, 279, 401)
dateline: Wellington, Last Night. (749, 296, 824, 304)
article-paragraph: Two railway policemen at West Hartlepool were dismissed for refusing to cease membership of the Amalgamated Railwaymen's Society. Thereupon the local railwaymen decided to tender their notices, and appealed to the executive of the Society to initiate a strike throughout the North Eastern railway system. (17, 1069, 143, 1140)
subheading: WORKING FOR SUFFERING WOMANHOOD. (715, 69, 807, 85)
article-paragraph: An enquiry into the cause of death was commenced this afternoon by Mr. W. G. Riddell, S.M., Coroner. (562, 481, 688, 505)
article-paragraph: The Shipping Gazette states that enquiries are being made at Liverpool for six steamers of from 7000 to 8000 tons deadweight on time charter between Montreal and Australia. (17, 923, 143, 963)
headline-rule (862, 352, 933, 353)
article-paragraph: Ask your local draper or storekeeper to show you the Copyrighted ROSLYN Writing Pad for 6d.—Advt. (153, 1285, 279, 1317)
article-end-rule (470, 381, 508, 382)
article-paragraph: The Sherardian troops made sorties on April 26 and 27, and met with reverses. The heads of twenty-two Government soldiers were sent to Mequinez for Mulai-Elzin, who has hitherto been a State prisoner. His age is 25 years, and he is not fanatical. He likes the Europeans, and his visiters are moderate men of good standing. (153, 657, 279, 728)
dateline: Wellington, Monday. (622, 788, 688, 796)
article-end-rule (197, 827, 235, 828)
article-paragraph: Berbers at Mequinez proclaimed Mulai-Elzin Sultan. He has written to a friend stating that he will accept the throne only because Mequinez would otherwise be sacked. (153, 329, 279, 368)
subheading: SAILED FROM BREMERHAVEN. (435, 203, 541, 211)
article (835, 342, 961, 1084)
received-line: Received 9, 12.40 a.m. (69, 778, 143, 786)
dateline: Wanganui, Monday. (761, 749, 824, 757)
article-paragraph: He concluded by saying that no Cabinet had ever been more steadily united on all great issues. (17, 172, 143, 196)
dateline: Berlin, May 8. (505, 223, 551, 231)
press-credit: By cable—Press Association—Copyright (849, 72, 946, 88)
